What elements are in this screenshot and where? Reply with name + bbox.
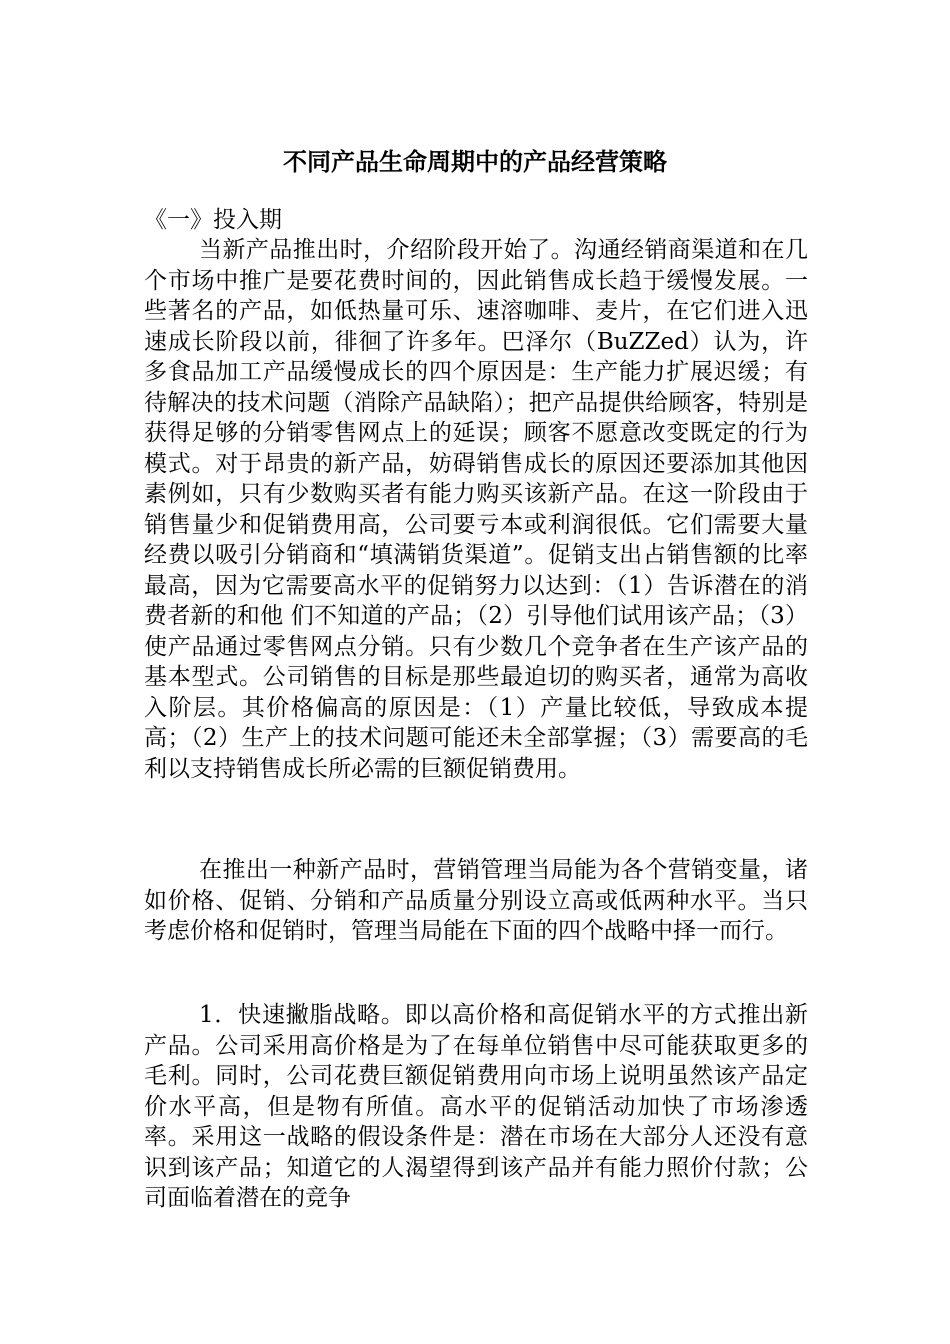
paragraph-marketing-variables: 在推出一种新产品时，营销管理当局能为各个营销变量，诸如价格、促销、分销和产品质量分别设立高或低两种水平。当只考虑价格和促销时，管理当局能在下面的四个战略中择一而行。 (144, 857, 808, 944)
document-title: 不同产品生命周期中的产品经营策略 (283, 147, 667, 176)
paragraph-introduction-stage: 当新产品推出时，介绍阶段开始了。沟通经销商渠道和在几个市场中推广是要花费时间的，因此销售成长趋于缓慢发展。一些著名的产品，如低热量可乐、速溶咖啡、麦片，在它们进入迅速成长阶段以前，徘徊了许多年。巴泽尔（BuZZed）认为，许多食品加工产品缓慢成长的四个原因是：生产能力扩展迟缓；有待解决的技术问题（消除产品缺陷）；把产品提供给顾客，特别是获得足够的分销零售网点上的延误；顾客不愿意改变既定的行为模式。对于昂贵的新产品，妨碍销售成长的原因还要添加其他因素例如，只有少数购买者有能力购买该新产品。在这一阶段由于销售量少和促销费用高，公司要亏本或利润很低。它们需要大量经费以吸引分销商和“填满销货渠道”。促销支出占销售额的比率最高，因为它需要高水平的促销努力以达到：（1）告诉潜在的消费者新的和他 们不知道的产品；（2）引导他们试用该产品；（3）使产品通过零售网点分销。只有少数几个竞争者在生产该产品的基本型式。公司销售的目标是那些最迫切的购买者，通常为高收入阶层。其价格偏高的原因是：（1）产量比较低，导致成本提高；（2）生产上的技术问题可能还未全部掌握；（3）需要高的毛利以支持销售成长所必需的巨额促销费用。 (144, 237, 808, 782)
paragraph-rapid-skimming-strategy: 1．快速撇脂战略。即以高价格和高促销水平的方式推出新产品。公司采用高价格是为了在每单位销售中尽可能获取更多的毛利。同时，公司花费巨额促销费用向市场上说明虽然该产品定价水平高，但是物有所值。高水平的促销活动加快了市场渗透率。采用这一战略的假设条件是：潜在市场在大部分人还没有意识到该产品；知道它的人渴望得到该产品并有能力照价付款；公司面临着潜在的竞争 (144, 1002, 808, 1211)
section-heading: 《一》投入期 (144, 207, 282, 233)
